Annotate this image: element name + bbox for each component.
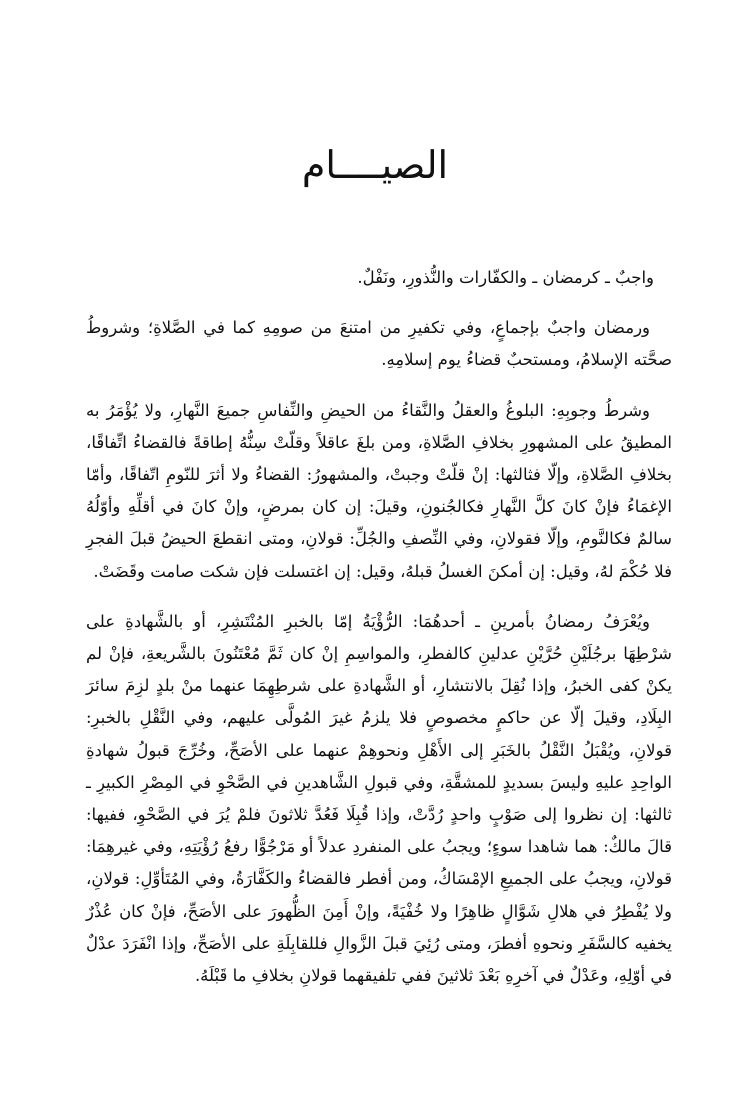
paragraph-3: وشرطُ وجوبِهِ: البلوغُ والعقلُ والنَّقاءُ من الحيضِ والنِّفاسِ جميعَ النَّهارِ، ولا يُؤْمَرُ به المطيقُ على المشهورِ بخلافِ الصَّلاةِ، ومن بلغَ عاقلاً وقلّتْ سِنُّهُ إطاقةً فالقضاءُ اتِّفاقًا، بخلافِ الصَّلاةِ، وإلّا فثالثها: إنْ قلّتْ وجبتْ، والمشهورُ: القضاءُ ولا أثرَ للنّومِ اتّفاقًا، وأمّا الإغمَاءُ فإنْ كانَ كلَّ النَّهارِ فكالجُنونِ، وقيلَ: إن كان بمرضٍ، وإنْ كانَ في أقلِّهِ وأوّلُهُ سالمٌ فكالنَّومِ، وإلّا فقولانِ، وفي النِّصفِ والجُلِّ: قولانِ، ومتى انقطعَ الحيضُ قبلَ الفجرِ فلا حُكْمَ لهُ، وقيل: إن أمكنَ الغسلُ قبلهُ، وقيل: إن اغتسلت فإن شكت صامت وقَضَتْ. (86, 400, 672, 581)
chapter-body (86, 262, 672, 1010)
paragraph-1: واجبٌ ـ كرمضان ـ والكفّارات والنُّذورِ، ونَفْلٌ. (357, 268, 654, 287)
chapter-title: الصيــــام (301, 143, 449, 187)
paragraph-2: ورمضان واجبٌ بإجماعٍ، وفي تكفيرِ من امتنعَ من صومِهِ كما في الصَّلاةِ؛ وشروطُ صحَّته الإسلامُ، ومستحبٌ قضاءُ يوم إسلامِهِ. (86, 318, 672, 370)
paragraph-4: ويُعْرَفُ رمضانُ بأمرينِ ـ أحدهُمَا: الرُّؤْيَةُ إمّا بالخبرِ المُنْتَشِرِ، أو بالشَّهادةِ على شرْطِهَا برجُلَيْنِ حُرَّيْنِ عدلينِ كالفطرِ، والمواسِمِ إنْ كان ثَمَّ مُعْتَنُونَ بالشَّريعةِ، فإنْ لم يكنْ كفى الخبرُ، وإذا نُقِلَ بالانتشارِ، أو الشَّهادةِ على شرطِهِمَا عنهما منْ بلدٍ لزِمَ سائرَ البِلَادِ، وقيلَ إلّا عن حاكمٍ مخصوصٍ فلا يلزمُ غيرَ المُولَّى عليهم، وفي النَّقْلِ بالخبرِ: قولانِ، ويُقْبَلُ النَّقْلُ بالخَبَرِ إلى الأَهْلِ ونحوهِمْ عنهما على الأصَحِّ، وخُرِّجَ قبولُ شهادةِ الواحِدِ عليهِ وليسَ بسديدٍ للمشقَّةِ، وفي قبولِ الشَّاهدينِ في الصَّحْوِ في المِصْرِ الكبيرِ ـ ثالثها: إن نظروا إلى صَوْبٍ واحدٍ رُدَّتْ، وإذا قُبِلَا فَعُدَّ ثلاثونَ فلمْ يُرَ في الصَّحْوِ، ففيها: قالَ مالكٌ: هما شاهدا سوءٍ؛ ويجبُ على المنفردِ عدلاً أو مَرْجُوًّا رفعُ رُؤْيَتِهِ، وفي غيرهِمَا: قولانِ، ويجبُ على الجميعِ الإمْسَاكُ، ومن أفطر فالقضاءُ والكَفَّارَةُ، وفي المُتَأوِّلِ: قولانِ، ولا يُفْطِرُ في هلالِ شَوَّالٍ ظاهِرًا ولا خُفْيَةً، وإنْ أَمِنَ الظُّهورَ على الأصَحِّ، فإنْ كان عُذْرٌ يخفيه كالسَّفَرِ ونحوهِ أفطرَ، ومتى رُئِيَ قبلَ الزَّوالِ فللقابِلَةِ على الأصَحِّ، وإذا انْفَرَدَ عدْلٌ في أوّلِهِ، وعَدْلٌ في آخرِهِ بَعْدَ ثلاثينَ ففي تلفيقهما قولانِ بخلافِ ما قَبْلَهُ. (86, 611, 672, 986)
